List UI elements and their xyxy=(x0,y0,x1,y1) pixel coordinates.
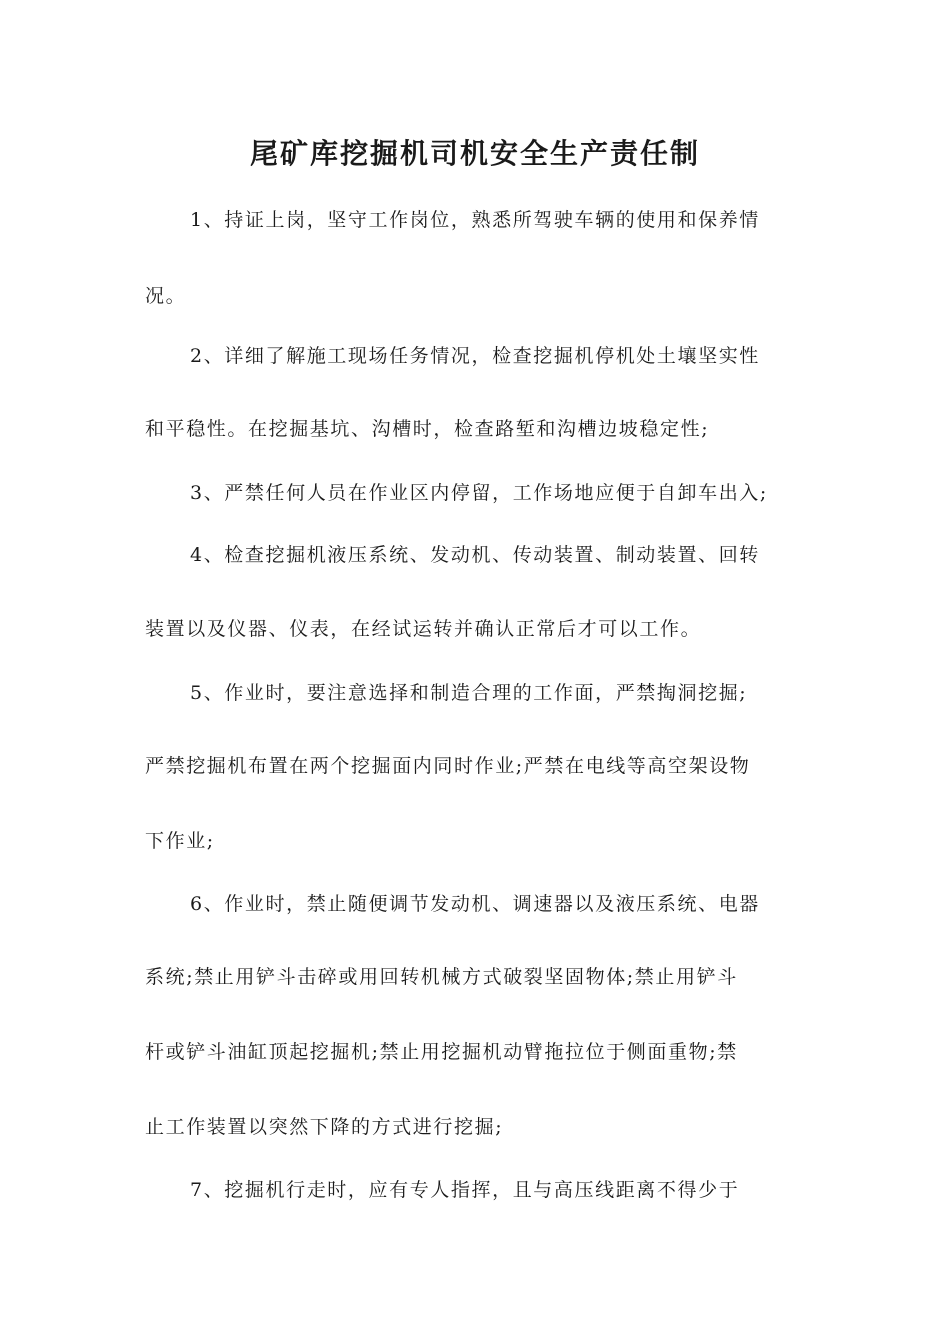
paragraph-2-line-1: 2、详细了解施工现场任务情况，检查挖掘机停机处土壤坚实性 xyxy=(190,345,760,367)
paragraph-1-line-2: 况。 xyxy=(145,285,187,307)
paragraph-7-line-1: 7、挖掘机行走时，应有专人指挥，且与高压线距离不得少于 xyxy=(190,1179,740,1201)
paragraph-3-line-1: 3、严禁任何人员在作业区内停留，工作场地应便于自卸车出入; xyxy=(190,482,768,504)
paragraph-6-line-3: 杆或铲斗油缸顶起挖掘机;禁止用挖掘机动臂拖拉位于侧面重物;禁 xyxy=(145,1041,738,1063)
paragraph-6-line-2: 系统;禁止用铲斗击碎或用回转机械方式破裂坚固物体;禁止用铲斗 xyxy=(145,966,738,988)
paragraph-4-line-2: 装置以及仪器、仪表，在经试运转并确认正常后才可以工作。 xyxy=(145,618,702,640)
paragraph-2-line-2: 和平稳性。在挖掘基坑、沟槽时，检查路堑和沟槽边坡稳定性; xyxy=(145,418,710,440)
paragraph-1-line-1: 1、持证上岗，坚守工作岗位，熟悉所驾驶车辆的使用和保养情 xyxy=(190,209,760,231)
paragraph-6-line-4: 止工作装置以突然下降的方式进行挖掘; xyxy=(145,1116,504,1138)
paragraph-6-line-1: 6、作业时，禁止随便调节发动机、调速器以及液压系统、电器 xyxy=(190,893,760,915)
document-title: 尾矿库挖掘机司机安全生产责任制 xyxy=(249,137,700,170)
paragraph-5-line-1: 5、作业时，要注意选择和制造合理的工作面，严禁掏洞挖掘; xyxy=(190,682,748,704)
paragraph-4-line-1: 4、检查挖掘机液压系统、发动机、传动装置、制动装置、回转 xyxy=(190,544,760,566)
paragraph-5-line-3: 下作业; xyxy=(145,830,215,852)
paragraph-5-line-2: 严禁挖掘机布置在两个挖掘面内同时作业;严禁在电线等高空架设物 xyxy=(145,755,751,777)
